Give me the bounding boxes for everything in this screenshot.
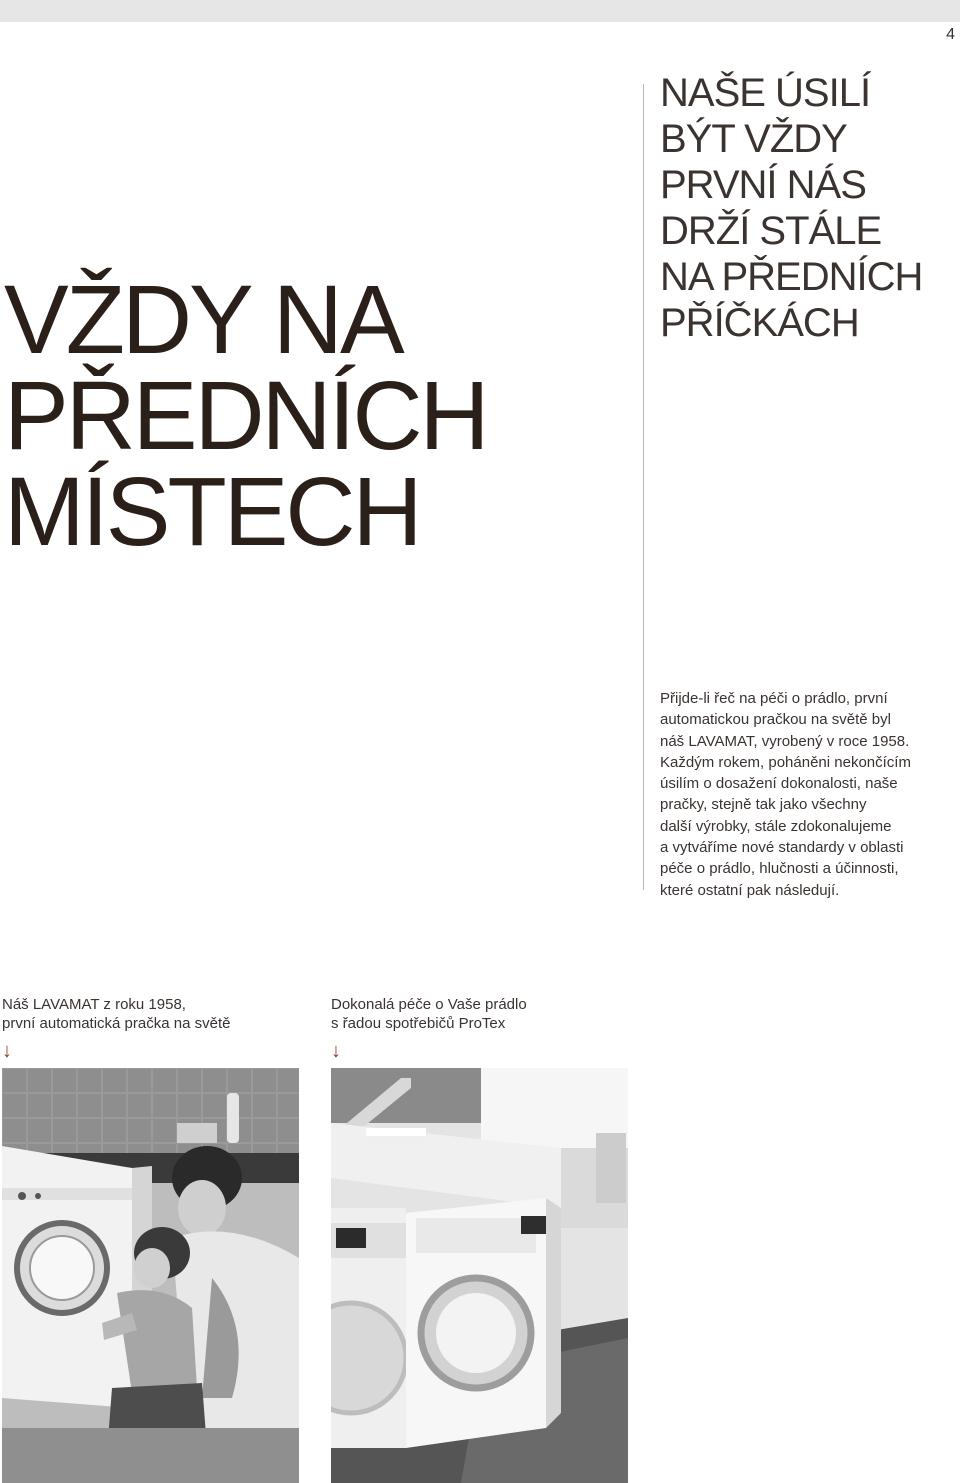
body-line: pračky, stejně tak jako všechny <box>660 796 867 814</box>
body-line: Každým rokem, poháněni nekončícím <box>660 753 911 771</box>
subtitle-line: NAŠE ÚSILÍ <box>660 71 871 115</box>
body-line: Přijde-li řeč na péči o prádlo, první <box>660 690 888 707</box>
main-title-line: PŘEDNÍCH <box>4 361 487 470</box>
body-line: náš LAVAMAT, vyrobený v roce 1958. <box>660 732 910 750</box>
main-title-line: MÍSTECH <box>4 457 420 566</box>
subtitle-line: PRVNÍ NÁS <box>660 163 866 207</box>
arrow-down-icon: ↓ <box>331 1040 341 1062</box>
body-line: a vytváříme nové standardy v oblasti <box>660 839 904 857</box>
page-number: 4 <box>946 26 955 43</box>
subtitle-line: DRŽÍ STÁLE <box>660 209 882 253</box>
body-line: automatickou pračkou na světě byl <box>660 711 891 729</box>
caption-line: první automatická pračka na světě <box>2 1015 231 1032</box>
caption-left <box>2 995 230 1033</box>
subtitle <box>660 70 960 346</box>
body-line: péče o prádlo, hlučnosti a účinnosti, <box>660 860 899 878</box>
body-line: které ostatní pak následují. <box>660 881 840 899</box>
vertical-divider <box>643 84 644 890</box>
main-title-line: VŽDY NA <box>4 265 402 374</box>
caption-line: s řadou spotřebičů ProTex <box>331 1015 506 1032</box>
caption-line: Náš LAVAMAT z roku 1958, <box>2 996 186 1013</box>
arrow-down-icon: ↓ <box>2 1040 12 1062</box>
top-bar <box>0 0 960 22</box>
caption-line: Dokonalá péče o Vaše prádlo <box>331 996 527 1013</box>
photo-protex-washers <box>331 1068 628 1483</box>
subtitle-line: PŘÍČKÁCH <box>660 301 859 345</box>
main-title <box>4 265 487 566</box>
body-line: další výrobky, stále zdokonalujeme <box>660 817 892 835</box>
caption-right <box>331 995 527 1033</box>
body-line: úsilím o dosažení dokonalosti, naše <box>660 775 898 793</box>
body-text <box>660 688 960 901</box>
subtitle-line: NA PŘEDNÍCH <box>660 255 923 299</box>
subtitle-line: BÝT VŽDY <box>660 117 847 161</box>
photo-vintage-lavamat <box>2 1068 299 1483</box>
